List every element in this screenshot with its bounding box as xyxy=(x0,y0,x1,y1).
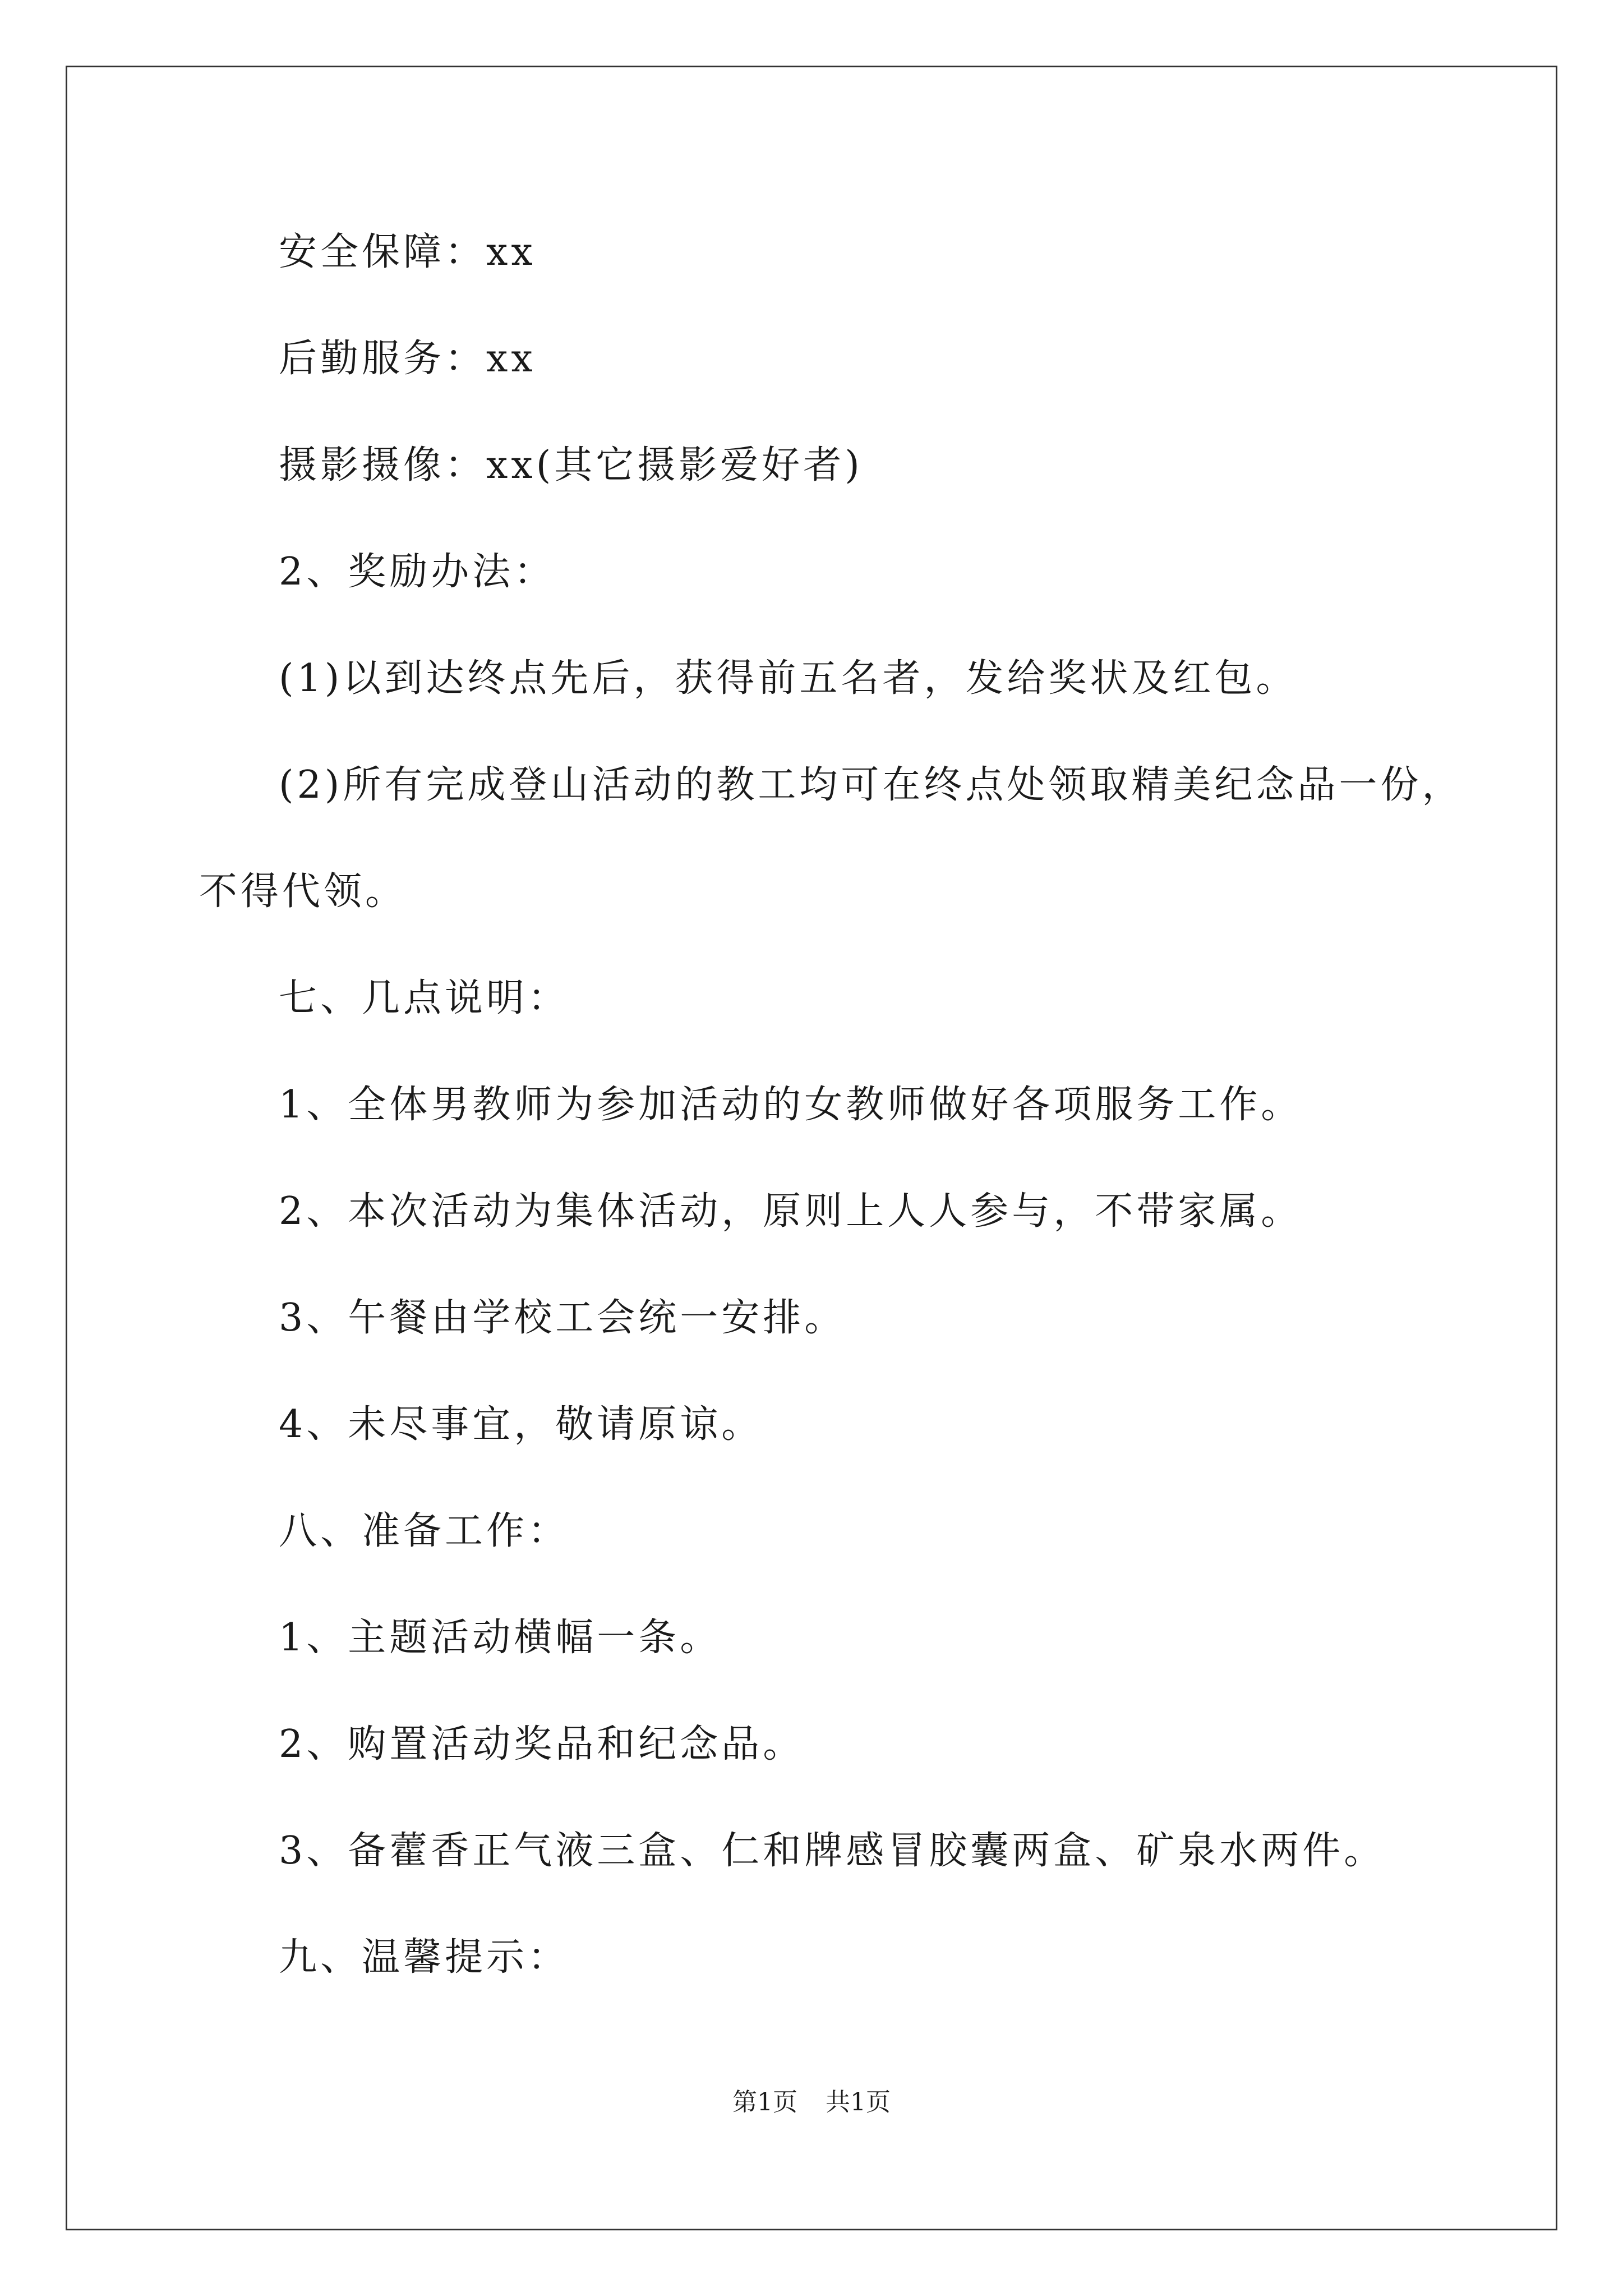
text-line: 2、购置活动奖品和纪念品。 xyxy=(279,1722,805,1766)
section-heading: 七、几点说明： xyxy=(279,976,570,1020)
text-line: (2)所有完成登山活动的教工均可在终点处领取精美纪念品一份， xyxy=(279,763,1464,807)
text-line: 3、午餐由学校工会统一安排。 xyxy=(279,1296,846,1340)
text-line: 2、本次活动为集体活动，原则上人人参与，不带家属。 xyxy=(279,1189,1303,1234)
text-line: 安全保障：xx xyxy=(279,230,536,274)
text-line: 不得代领。 xyxy=(199,869,407,914)
text-line: 1、全体男教师为参加活动的女教师做好各项服务工作。 xyxy=(279,1083,1303,1127)
text-line: (1)以到达终点先后，获得前五名者，发给奖状及红包。 xyxy=(279,656,1298,701)
text-line: 后勤服务：xx xyxy=(279,337,536,381)
section-heading: 九、温馨提示： xyxy=(279,1935,570,1980)
text-line: 3、备藿香正气液三盒、仁和牌感冒胶囊两盒、矿泉水两件。 xyxy=(279,1829,1386,1873)
page-number: 第1页 xyxy=(732,2088,797,2116)
page-border xyxy=(66,66,1557,2230)
page-footer xyxy=(0,2086,1623,2119)
text-line: 4、未尽事宜，敬请原谅。 xyxy=(279,1402,763,1447)
text-line: 2、奖励办法： xyxy=(279,550,556,594)
text-line: 1、主题活动横幅一条。 xyxy=(279,1616,722,1660)
page-total: 共1页 xyxy=(826,2088,891,2116)
section-heading: 八、准备工作： xyxy=(279,1509,570,1553)
text-line: 摄影摄像：xx(其它摄影爱好者) xyxy=(279,443,863,487)
